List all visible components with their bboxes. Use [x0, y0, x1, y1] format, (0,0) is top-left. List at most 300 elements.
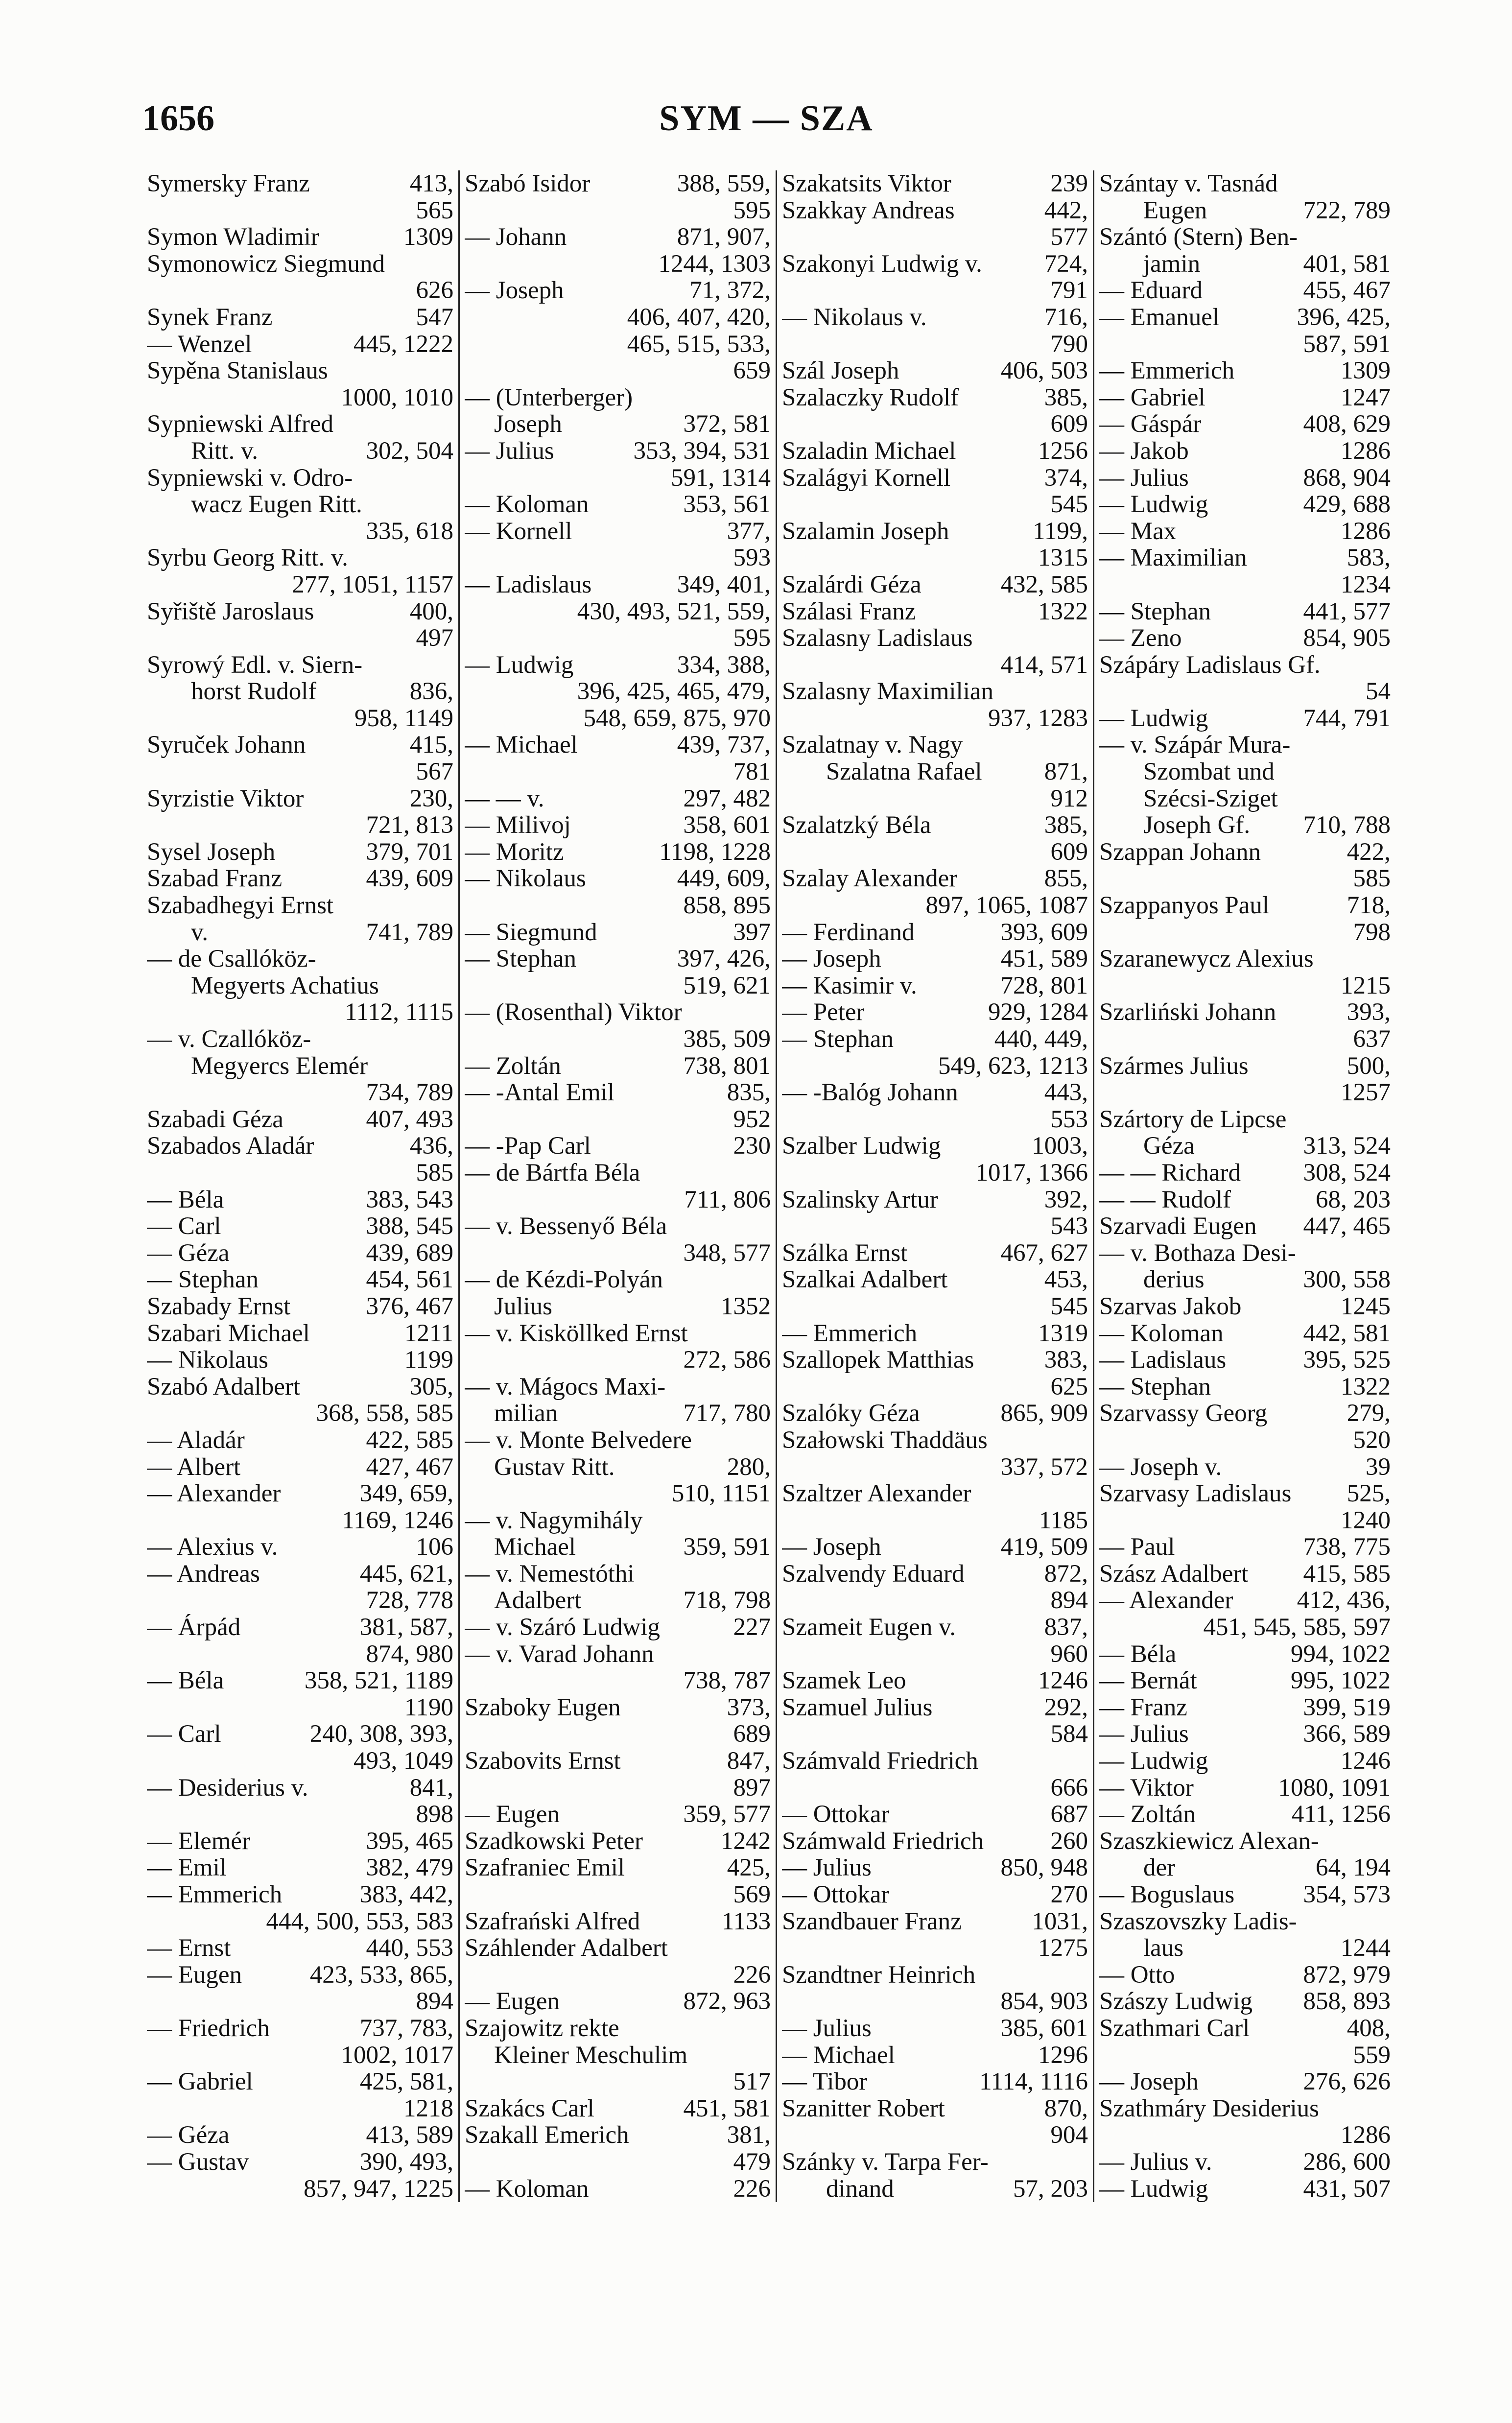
entry-page-refs: 436, — [409, 1133, 453, 1160]
entry-page-refs: 297, 482 — [683, 785, 771, 812]
index-entry-line — [465, 1026, 771, 1053]
index-entry-line — [465, 1213, 771, 1240]
index-entry-line — [465, 1561, 771, 1588]
index-entry-line — [782, 1988, 1088, 2015]
entry-name: — Gustav — [147, 2148, 249, 2176]
entry-page-refs: 790 — [1050, 331, 1088, 358]
entry-name: — Max — [1099, 518, 1177, 545]
entry-page-refs: 1257 — [1341, 1079, 1391, 1106]
entry-name: — Zoltán — [1099, 1801, 1196, 1828]
index-entry-line — [782, 1775, 1088, 1802]
entry-name: — Julius — [1099, 464, 1189, 492]
entry-page-refs: 399, 519 — [1303, 1694, 1391, 1721]
entry-page-refs: 738, 801 — [683, 1052, 771, 1080]
index-entry-line — [465, 1854, 771, 1881]
index-entry-line — [782, 170, 1088, 197]
entry-page-refs: 353, 394, 531 — [633, 437, 771, 465]
entry-name: — Stephan — [1099, 1373, 1211, 1401]
entry-page-refs: 445, 1222 — [354, 331, 453, 358]
entry-page-refs: 226 — [733, 2175, 771, 2203]
entry-page-refs: 279, — [1347, 1400, 1391, 1427]
index-entry-line — [782, 1694, 1088, 1721]
entry-page-refs: 440, 449, — [994, 1026, 1088, 1053]
entry-name: Szakall Emerich — [465, 2122, 629, 2149]
entry-name: — Desiderius v. — [147, 1774, 308, 1802]
entry-name: — Géza — [147, 2122, 230, 2149]
entry-page-refs: 230 — [733, 1133, 771, 1160]
entry-page-refs: 349, 401, — [677, 571, 771, 598]
entry-name: — Eugen — [147, 1961, 242, 1989]
index-entry-line — [147, 1347, 453, 1374]
index-entry-line — [782, 2095, 1088, 2122]
index-entry-line — [782, 598, 1088, 625]
index-entry-line — [147, 1507, 453, 1534]
entry-page-refs: 276, 626 — [1303, 2068, 1391, 2095]
entry-page-refs: 741, 789 — [366, 919, 453, 946]
index-entry-line — [782, 678, 1088, 705]
entry-name: — Johann — [465, 224, 567, 251]
entry-name: Szanitter Robert — [782, 2095, 945, 2122]
index-entry-line — [782, 304, 1088, 331]
entry-page-refs: 716, — [1044, 304, 1088, 331]
entry-name: Syruček Johann — [147, 732, 306, 759]
entry-page-refs: 871, — [1044, 759, 1088, 785]
entry-name: — Emanuel — [1099, 304, 1220, 331]
index-entry-line — [1099, 1828, 1391, 1855]
entry-page-refs: 373, — [727, 1694, 771, 1721]
index-entry-line — [147, 1694, 453, 1721]
index-entry-line — [147, 919, 453, 946]
index-entry-line — [465, 411, 771, 438]
index-entry-line — [465, 839, 771, 866]
index-entry-line — [1099, 1561, 1391, 1588]
entry-page-refs: 569 — [733, 1881, 771, 1908]
entry-name: — Ottokar — [782, 1881, 890, 1908]
entry-name: Szálka Ernst — [782, 1239, 908, 1267]
entry-page-refs: 687 — [1050, 1801, 1088, 1828]
index-entry-line — [1099, 2149, 1391, 2176]
index-entry-line — [782, 384, 1088, 411]
entry-page-refs: 447, 465 — [1303, 1213, 1391, 1240]
index-entry-line — [465, 331, 771, 358]
index-entry-line — [1099, 224, 1391, 251]
entry-page-refs: 1031, — [1032, 1908, 1088, 1935]
index-entry-line — [1099, 438, 1391, 465]
index-entry-line — [1099, 999, 1391, 1026]
index-entry-line — [1099, 277, 1391, 304]
index-entry-line — [1099, 1213, 1391, 1240]
index-entry-line — [147, 1427, 453, 1454]
entry-page-refs: 71, 372, — [689, 277, 771, 304]
index-entry-line — [782, 1293, 1088, 1320]
index-entry-line — [147, 357, 453, 384]
index-entry-line — [465, 705, 771, 732]
entry-name: — Julius — [782, 2015, 872, 2042]
entry-name: Sypěna Stanislaus — [147, 357, 328, 384]
entry-name: — Albert — [147, 1453, 241, 1481]
index-entry-line — [1099, 2068, 1391, 2095]
entry-name: — Franz — [1099, 1694, 1187, 1721]
index-entry-line — [1099, 491, 1391, 518]
index-entry-line — [1099, 411, 1391, 438]
index-entry-line — [1099, 170, 1391, 197]
entry-name: Szántay v. Tasnád — [1099, 170, 1278, 197]
entry-page-refs: 1244 — [1341, 1935, 1391, 1962]
index-entry-line — [147, 812, 453, 839]
index-entry-line — [465, 1988, 771, 2015]
entry-page-refs: 1275 — [1038, 1935, 1088, 1962]
index-entry-line — [1099, 973, 1391, 999]
index-entry-line — [782, 224, 1088, 251]
entry-page-refs: 870, — [1044, 2095, 1088, 2122]
entry-page-refs: 858, 895 — [683, 892, 771, 919]
index-entry-line — [782, 1507, 1088, 1534]
index-entry-line — [1099, 2122, 1391, 2149]
index-entry-line — [465, 1694, 771, 1721]
index-entry-line — [1099, 1881, 1391, 1908]
index-columns — [142, 170, 1395, 2202]
entry-page-refs: 400, — [409, 598, 453, 625]
index-entry-line — [1099, 2015, 1391, 2042]
entry-page-refs: 401, 581 — [1303, 250, 1391, 278]
entry-page-refs: 390, 493, — [359, 2148, 453, 2176]
entry-page-refs: 874, 980 — [366, 1640, 453, 1668]
entry-page-refs: 858, 893 — [1303, 1988, 1391, 2015]
index-entry-line — [1099, 197, 1391, 224]
index-entry-line — [147, 892, 453, 919]
entry-page-refs: 422, 585 — [366, 1426, 453, 1454]
index-entry-line — [147, 1213, 453, 1240]
entry-name: Szappanyos Paul — [1099, 892, 1270, 919]
entry-page-refs: 710, 788 — [1303, 812, 1391, 839]
index-entry-line — [782, 571, 1088, 598]
entry-page-refs: 497 — [416, 625, 453, 652]
entry-page-refs: 286, 600 — [1303, 2148, 1391, 2176]
index-entry-line — [782, 1962, 1088, 1989]
index-entry-line — [465, 598, 771, 625]
index-entry-line — [147, 518, 453, 545]
index-entry-line — [782, 1828, 1088, 1855]
entry-name: — v. Nemestóthi — [465, 1560, 635, 1588]
entry-page-refs: 872, 979 — [1303, 1961, 1391, 1989]
entry-name: derius — [1143, 1266, 1205, 1293]
index-entry-line — [782, 1053, 1088, 1080]
index-entry-line — [465, 1160, 771, 1187]
entry-page-refs: 567 — [416, 759, 453, 785]
index-entry-line — [465, 785, 771, 812]
entry-name: — Gáspár — [1099, 411, 1202, 438]
entry-name: laus — [1143, 1935, 1184, 1962]
entry-page-refs: 393, 609 — [1000, 919, 1088, 946]
entry-name: Syrzistie Viktor — [147, 785, 304, 812]
index-column-1 — [142, 170, 458, 2202]
index-entry-line — [147, 1079, 453, 1106]
index-entry-line — [782, 785, 1088, 812]
index-entry-line — [782, 251, 1088, 278]
entry-name: jamin — [1143, 250, 1201, 278]
entry-page-refs: 414, 571 — [1000, 651, 1088, 679]
entry-page-refs: 1017, 1366 — [975, 1159, 1088, 1187]
entry-name: — Nikolaus v. — [782, 304, 927, 331]
entry-name: — (Rosenthal) Viktor — [465, 999, 682, 1026]
index-entry-line — [782, 1026, 1088, 1053]
entry-name: — Eugen — [465, 1988, 560, 2015]
entry-page-refs: 609 — [1050, 411, 1088, 438]
entry-page-refs: 500, — [1347, 1052, 1391, 1080]
entry-name: Szabó Isidor — [465, 170, 591, 197]
index-column-2 — [458, 170, 776, 2202]
index-entry-line — [147, 1187, 453, 1213]
entry-name: — Emil — [147, 1854, 227, 1881]
entry-page-refs: 1218 — [403, 2095, 453, 2122]
entry-page-refs: 841, — [409, 1774, 453, 1802]
entry-name: — Eduard — [1099, 277, 1203, 304]
entry-name: Szarliński Johann — [1099, 999, 1276, 1026]
index-entry-line — [782, 1881, 1088, 1908]
entry-name: Géza — [1143, 1133, 1195, 1160]
entry-page-refs: 543 — [1050, 1213, 1088, 1240]
entry-page-refs: 734, 789 — [366, 1079, 453, 1106]
index-entry-line — [147, 1614, 453, 1641]
entry-name: Szalaczky Rudolf — [782, 384, 959, 411]
entry-name: Szabó Adalbert — [147, 1373, 300, 1401]
entry-page-refs: 577 — [1050, 224, 1088, 251]
index-entry-line — [147, 625, 453, 652]
entry-name: Szandbauer Franz — [782, 1908, 962, 1935]
entry-page-refs: 1309 — [1341, 357, 1391, 384]
index-entry-line — [147, 1480, 453, 1507]
entry-page-refs: 625 — [1050, 1373, 1088, 1401]
entry-name: — v. Monte Belvedere — [465, 1426, 692, 1454]
index-entry-line — [1099, 2042, 1391, 2069]
entry-name: — Béla — [147, 1186, 224, 1213]
entry-name: Szalasny Maximilian — [782, 678, 994, 705]
index-entry-line — [782, 1641, 1088, 1668]
index-entry-line — [465, 919, 771, 946]
entry-page-refs: 1319 — [1038, 1320, 1088, 1347]
index-entry-line — [147, 304, 453, 331]
index-entry-line — [147, 759, 453, 785]
entry-name: Szalárdi Géza — [782, 571, 921, 598]
index-entry-line — [782, 1748, 1088, 1775]
index-entry-line — [465, 1641, 771, 1668]
entry-page-refs: 441, 577 — [1303, 598, 1391, 625]
entry-name: Szaranewycz Alexius — [1099, 946, 1314, 973]
entry-page-refs: 868, 904 — [1303, 464, 1391, 492]
entry-name: Syrowý Edl. v. Siern- — [147, 651, 363, 679]
entry-name: — Moritz — [465, 838, 564, 866]
entry-page-refs: 419, 509 — [1000, 1534, 1088, 1561]
entry-page-refs: 465, 515, 533, — [627, 331, 771, 358]
index-entry-line — [465, 1427, 771, 1454]
index-entry-line — [782, 2042, 1088, 2069]
entry-page-refs: 260 — [1050, 1828, 1088, 1855]
entry-page-refs: 835, — [727, 1079, 771, 1106]
entry-page-refs: 395, 465 — [366, 1828, 453, 1855]
index-entry-line — [782, 2015, 1088, 2042]
index-entry-line — [465, 1721, 771, 1748]
running-title: SYM — SZA — [659, 98, 874, 139]
entry-page-refs: 349, 659, — [359, 1480, 453, 1507]
entry-name: Symon Wladimir — [147, 224, 319, 251]
entry-name: Szakonyi Ludwig v. — [782, 250, 982, 278]
entry-page-refs: 439, 689 — [366, 1239, 453, 1267]
entry-page-refs: 728, 801 — [1000, 972, 1088, 999]
entry-name: — Ludwig — [1099, 705, 1208, 732]
entry-name: — Elemér — [147, 1828, 250, 1855]
entry-page-refs: 894 — [1050, 1587, 1088, 1615]
index-entry-line — [465, 170, 771, 197]
index-entry-line — [147, 1454, 453, 1481]
index-entry-line — [782, 277, 1088, 304]
index-entry-line — [1099, 1775, 1391, 1802]
entry-page-refs: 415, 585 — [1303, 1560, 1391, 1588]
entry-name: — Ferdinand — [782, 919, 915, 946]
index-entry-line — [147, 973, 453, 999]
index-entry-line — [147, 1320, 453, 1347]
entry-name: — Kasimir v. — [782, 972, 917, 999]
entry-name: — v. Száró Ludwig — [465, 1614, 660, 1641]
entry-name: Ritt. v. — [191, 437, 258, 465]
index-entry-line — [782, 2149, 1088, 2176]
entry-page-refs: 388, 559, — [677, 170, 771, 197]
entry-page-refs: 1185 — [1039, 1507, 1088, 1534]
entry-name: Szameit Eugen v. — [782, 1614, 956, 1641]
entry-page-refs: 689 — [733, 1721, 771, 1748]
index-entry-line — [782, 1427, 1088, 1454]
index-entry-line — [782, 1374, 1088, 1401]
entry-page-refs: 724, — [1044, 250, 1088, 278]
entry-name: — Bernát — [1099, 1667, 1197, 1694]
index-entry-line — [782, 1908, 1088, 1935]
entry-page-refs: 385, — [1044, 812, 1088, 839]
index-entry-line — [1099, 1694, 1391, 1721]
index-entry-line — [465, 1748, 771, 1775]
entry-page-refs: 595 — [733, 197, 771, 224]
index-entry-line — [782, 1534, 1088, 1561]
entry-name: — Joseph — [465, 277, 564, 304]
entry-page-refs: 1315 — [1038, 545, 1088, 571]
index-entry-line — [782, 892, 1088, 919]
entry-page-refs: 584 — [1050, 1721, 1088, 1748]
entry-page-refs: 722, 789 — [1303, 197, 1391, 224]
entry-page-refs: 493, 1049 — [354, 1748, 453, 1775]
entry-page-refs: 1114, 1116 — [979, 2068, 1088, 2095]
index-entry-line — [1099, 251, 1391, 278]
entry-name: — Ernst — [147, 1935, 231, 1962]
entry-page-refs: 847, — [727, 1748, 771, 1775]
index-entry-line — [1099, 812, 1391, 839]
index-entry-line — [465, 812, 771, 839]
entry-name: — — Richard — [1099, 1159, 1241, 1187]
entry-name: — Stephan — [1099, 598, 1211, 625]
entry-page-refs: 659 — [733, 357, 771, 384]
index-entry-line — [147, 1667, 453, 1694]
index-entry-line — [465, 1187, 771, 1213]
entry-page-refs: 358, 521, 1189 — [304, 1667, 453, 1694]
entry-page-refs: 393, — [1347, 999, 1391, 1026]
index-column-3 — [776, 170, 1093, 2202]
entry-page-refs: 382, 479 — [366, 1854, 453, 1881]
entry-page-refs: 227 — [733, 1614, 771, 1641]
entry-name: — Eugen — [465, 1801, 560, 1828]
entry-page-refs: 381, — [727, 2122, 771, 2149]
entry-page-refs: 1242 — [721, 1828, 771, 1855]
entry-name: Száhlender Adalbert — [465, 1935, 668, 1962]
index-entry-line — [782, 999, 1088, 1026]
entry-name: — Emmerich — [782, 1320, 918, 1347]
entry-name: Szalinsky Artur — [782, 1186, 938, 1213]
entry-name: Szalasny Ladislaus — [782, 625, 973, 652]
entry-name: Szászy Ludwig — [1099, 1988, 1253, 2015]
index-entry-line — [465, 2068, 771, 2095]
index-entry-line — [465, 1106, 771, 1133]
index-entry-line — [1099, 1534, 1391, 1561]
entry-page-refs: 1286 — [1341, 2122, 1391, 2149]
index-entry-line — [147, 1801, 453, 1828]
index-entry-line — [1099, 678, 1391, 705]
entry-page-refs: 445, 621, — [359, 1560, 453, 1588]
index-entry-line — [465, 973, 771, 999]
entry-name: Sypniewski v. Odro- — [147, 464, 353, 492]
entry-page-refs: 744, 791 — [1303, 705, 1391, 732]
index-entry-line — [782, 705, 1088, 732]
entry-page-refs: 666 — [1050, 1774, 1088, 1802]
index-entry-line — [465, 304, 771, 331]
index-entry-line — [465, 678, 771, 705]
entry-name: Szajowitz rekte — [465, 2015, 619, 2042]
entry-page-refs: 1198, 1228 — [659, 838, 771, 866]
entry-page-refs: 854, 903 — [1000, 1988, 1088, 2015]
entry-page-refs: 300, 558 — [1303, 1266, 1391, 1293]
entry-name: dinand — [826, 2175, 894, 2203]
entry-page-refs: 354, 573 — [1303, 1881, 1391, 1908]
entry-name: wacz Eugen Ritt. — [191, 491, 362, 518]
index-entry-line — [147, 678, 453, 705]
page-header — [142, 98, 1391, 142]
index-entry-line — [1099, 1079, 1391, 1106]
entry-page-refs: 837, — [1044, 1614, 1088, 1641]
entry-page-refs: 381, 587, — [359, 1614, 453, 1641]
entry-name: Szabady Ernst — [147, 1293, 291, 1320]
entry-name: Michael — [494, 1534, 576, 1561]
entry-name: Szármes Julius — [1099, 1052, 1249, 1080]
entry-page-refs: 396, 425, 465, 479, — [577, 678, 771, 705]
index-entry-line — [465, 1667, 771, 1694]
index-entry-line — [1099, 625, 1391, 652]
entry-name: Számwald Friedrich — [782, 1828, 984, 1855]
index-entry-line — [1099, 1962, 1391, 1989]
entry-page-refs: 226 — [733, 1961, 771, 1989]
entry-page-refs: 1215 — [1341, 972, 1391, 999]
entry-page-refs: 583, — [1347, 545, 1391, 571]
index-entry-line — [147, 732, 453, 759]
index-entry-line — [1099, 892, 1391, 919]
index-entry-line — [465, 946, 771, 973]
index-entry-line — [465, 2176, 771, 2203]
index-entry-line — [465, 652, 771, 679]
entry-page-refs: 958, 1149 — [354, 705, 453, 732]
index-entry-line — [1099, 1106, 1391, 1133]
entry-name: Szalatna Rafael — [826, 759, 982, 785]
index-entry-line — [1099, 732, 1391, 759]
index-entry-line — [782, 2068, 1088, 2095]
entry-name: — Koloman — [1099, 1320, 1224, 1347]
index-entry-line — [782, 1801, 1088, 1828]
entry-name: — Géza — [147, 1239, 230, 1267]
entry-name: milian — [494, 1400, 558, 1427]
entry-page-refs: 455, 467 — [1303, 277, 1391, 304]
